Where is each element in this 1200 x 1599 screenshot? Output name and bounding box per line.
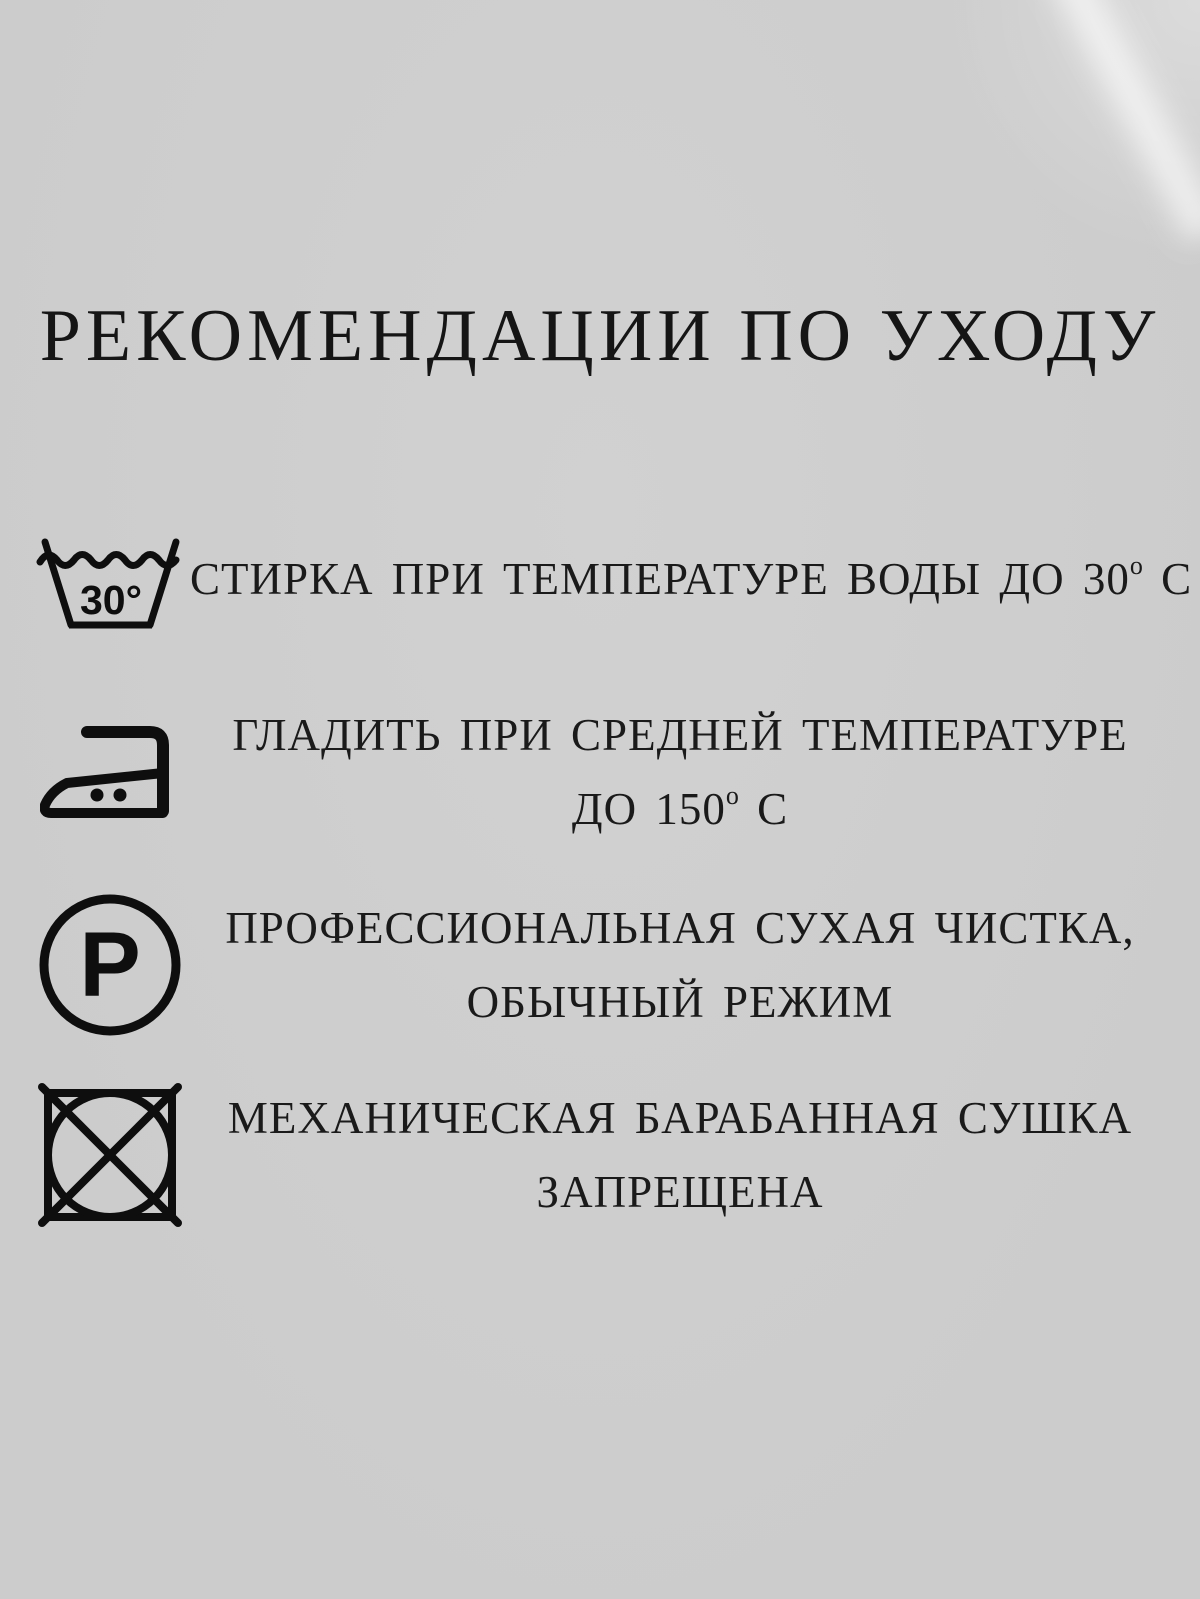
care-item-line: ОБЫЧНЫЙ РЕЖИМ bbox=[466, 977, 894, 1027]
page-title: РЕКОМЕНДАЦИИ ПО УХОДУ bbox=[39, 295, 1161, 377]
care-item-line: ДО $150^о$ С bbox=[571, 780, 789, 834]
degree-superscript: о bbox=[1129, 551, 1143, 580]
care-item-line: ЗАПРЕЩЕНА bbox=[536, 1167, 824, 1217]
care-item-no-tumble-dry bbox=[30, 1080, 1170, 1230]
wash-temp-label: 30° bbox=[79, 576, 142, 623]
care-item-text: СТИРКА ПРИ ТЕМПЕРАТУРЕ ВОДЫ ДО $30^о$ С bbox=[190, 551, 1193, 604]
care-item-line: ПРОФЕССИОНАЛЬНАЯ СУХАЯ ЧИСТКА, bbox=[225, 903, 1135, 953]
dry-clean-p-icon bbox=[30, 892, 190, 1038]
care-item-text bbox=[190, 1081, 1170, 1229]
iron-two-dots-icon bbox=[30, 723, 190, 828]
no-tumble-dry-icon bbox=[30, 1083, 190, 1227]
care-item-line: МЕХАНИЧЕСКАЯ БАРАБАННАЯ СУШКА bbox=[227, 1093, 1133, 1143]
care-item-wash bbox=[30, 520, 1193, 645]
care-item-text bbox=[190, 698, 1170, 853]
corner-light-streak bbox=[976, 0, 1200, 249]
degree-superscript: о bbox=[725, 780, 739, 810]
care-item-iron bbox=[30, 700, 1170, 850]
care-item-text bbox=[190, 891, 1170, 1039]
care-item-dry-clean bbox=[30, 890, 1170, 1040]
dry-clean-letter: P bbox=[79, 914, 141, 1016]
care-item-line: ГЛАДИТЬ ПРИ СРЕДНЕЙ ТЕМПЕРАТУРЕ bbox=[232, 709, 1128, 760]
wash-tub-30-icon bbox=[30, 529, 190, 637]
